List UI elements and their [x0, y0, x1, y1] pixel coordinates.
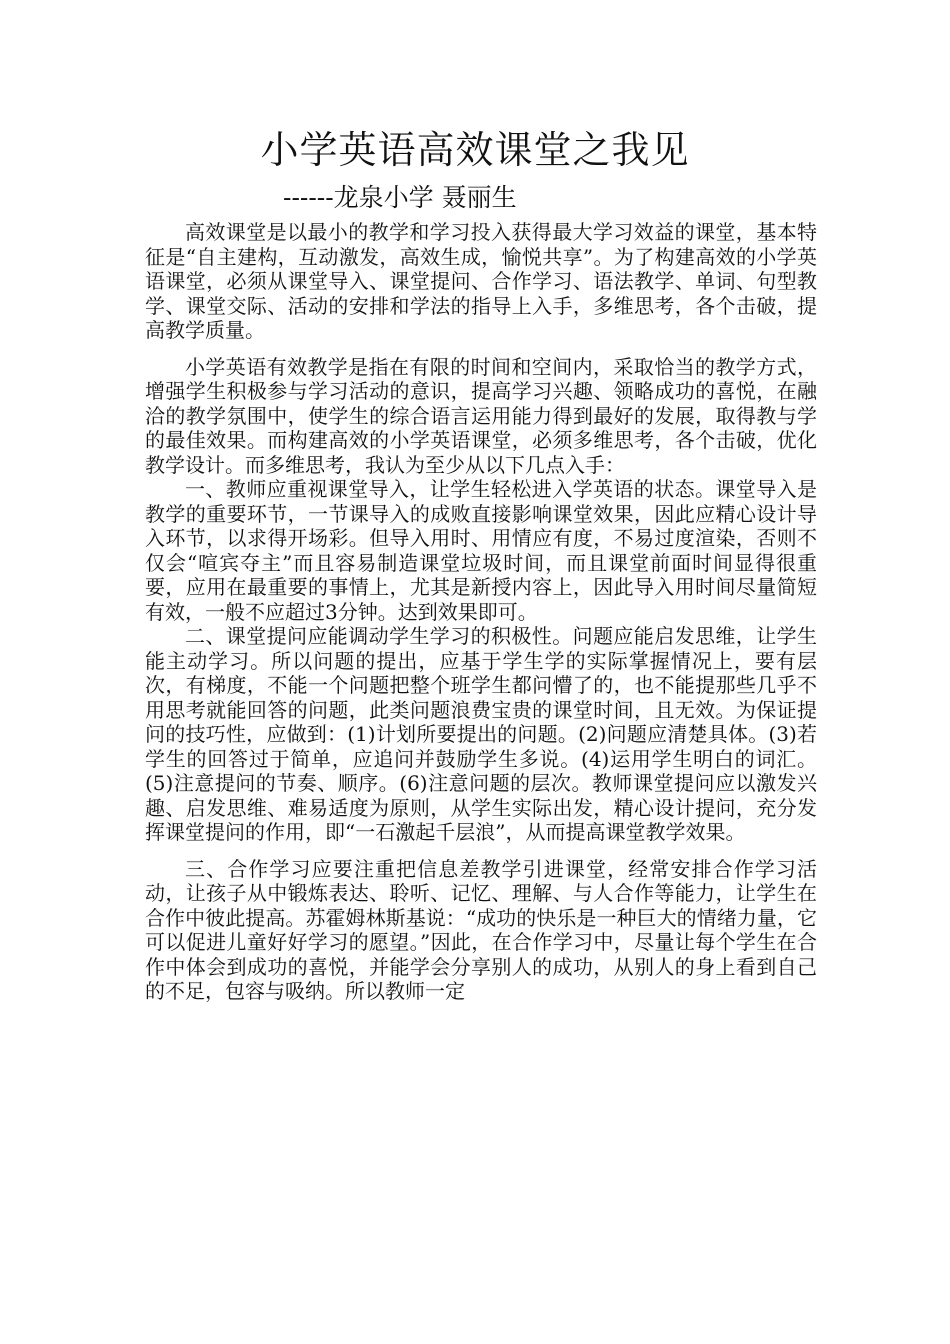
document-title: 小学英语高效课堂之我见 [260, 128, 690, 172]
document-body [145, 220, 817, 1004]
paragraph-intro: 高效课堂是以最小的教学和学习投入获得最大学习效益的课堂，基本特征是“自主建构，互动激发，高效生成，愉悦共享”。为了构建高效的小学英语课堂，必须从课堂导入、课堂提问、合作学习、语法教学、单词、句型教学、课堂交际、活动的安排和学法的指导上入手，多维思考，各个击破，提高教学质量。 [145, 220, 817, 342]
paragraph-section-three: 三、合作学习应要注重把信息差教学引进课堂，经常安排合作学习活动，让孩子从中锻炼表达、聆听、记忆、理解、与人合作等能力，让学生在合作中彼此提高。苏霍姆林斯基说：“成功的快乐是一种巨大的情绪力量，它可以促进儿童好好学习的愿望。”因此，在合作学习中，尽量让每个学生在合作中体会到成功的喜悦，并能学会分享别人的成功，从别人的身上看到自己的不足，包容与吸纳。所以教师一定 [145, 856, 817, 1003]
paragraph-section-two: 二、课堂提问应能调动学生学习的积极性。问题应能启发思维，让学生能主动学习。所以问题的提出，应基于学生学的实际掌握情况上，要有层次，有梯度，不能一个问题把整个班学生都问懵了的，也不能提那些几乎不用思考就能回答的问题，此类问题浪费宝贵的课堂时间，且无效。为保证提问的技巧性，应做到：(1)计划所要提出的问题。(2)问题应清楚具体。(3)若学生的回答过于简单，应追问并鼓励学生多说。(4)运用学生明白的词汇。(5)注意提问的节奏、顺序。(6)注意问题的层次。教师课堂提问应以激发兴趣、启发思维、难易适度为原则，从学生实际出发，精心设计提问，充分发挥课堂提问的作用，即“一石激起千层浪”，从而提高课堂教学效果。 [145, 624, 817, 844]
paragraph-effective-teaching: 小学英语有效教学是指在有限的时间和空间内，采取恰当的教学方式，增强学生积极参与学习活动的意识，提高学习兴趣、领略成功的喜悦，在融洽的教学氛围中，使学生的综合语言运用能力得到最好的发展，取得教与学的最佳效果。而构建高效的小学英语课堂，必须多维思考，各个击破，优化教学设计。而多维思考，我认为至少从以下几点入手： [145, 354, 817, 477]
paragraph-section-one: 一、教师应重视课堂导入，让学生轻松进入学英语的状态。课堂导入是教学的重要环节，一节课导入的成败直接影响课堂效果，因此应精心设计导入环节，以求得开场彩。但导入用时、用情应有度，不易过度渲染，否则不仅会“喧宾夺主”而且容易制造课堂垃圾时间，而且课堂前面时间显得很重要，应用在最重要的事情上，尤其是新授内容上，因此导入用时间尽量简短有效，一般不应超过3分钟。达到效果即可。 [145, 477, 817, 624]
author-line: ------龙泉小学 聂丽生 [283, 183, 517, 212]
